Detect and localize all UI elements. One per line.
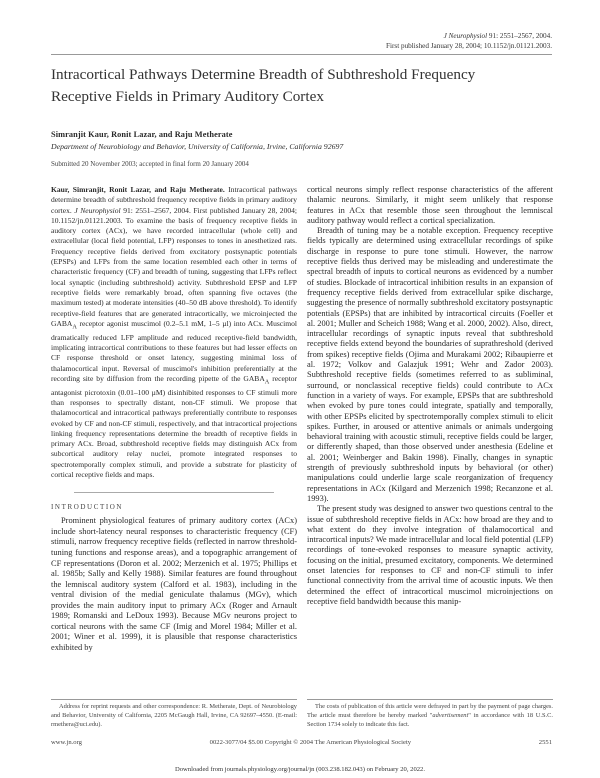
- page-number: 2551: [538, 739, 552, 746]
- footnote-text: Address for reprint requests and other correspondence: R. Metherate, Dept. of Neurobiology and Behavior, University of California, 2205 McGaugh Hall, Irvine, CA 92697–4550. (E-mail: rmethera@uci.edu).: [51, 703, 297, 729]
- website: www.jn.org: [51, 739, 82, 746]
- introduction-column-1: [51, 516, 297, 653]
- subscript: A: [72, 323, 77, 331]
- footnote-address-block: [51, 689, 297, 730]
- affiliation: Department of Neurobiology and Behavior, University of California, Irvine, California 92697: [51, 142, 344, 151]
- abstract-text: receptor antagonist picrotoxin (0.01–100 µM) disinhibited responses to CF stimuli more than responses to spectrally distant, non-CF stimuli. We propose that thalamocortical and intracortical pathways preferentially contribute to responses evoked by CF and non-CF stimuli, respectively, and that intracortical projections linking frequency representations determine the breadth of receptive fields in primary ACx. Broad, subthreshold receptive fields may distinguish ACx from subcortical auditory relay nuclei, promote integrated responses to spectrotemporally complex stimuli, and provide a substrate for plasticity of cortical receptive fields and maps.: [51, 373, 297, 480]
- abstract-text: receptor agonist muscimol (0.2–5.1 mM, 1–5 µl) into ACx. Muscimol dramatically reduced LFP amplitude and reduced receptive-field bandwidth, implicating intracortical contributions to these features but had lesser effects on CF response threshold or onset latency, suggesting minimal loss of thalamocortical input. Reversal of muscimol's inhibition preferentially at the recording site by diffusion from the recording pipette of the GABA: [51, 318, 297, 383]
- submission-dates: Submitted 20 November 2003; accepted in final form 20 January 2004: [51, 160, 249, 168]
- abstract-text: 91: 2551–2567, 2004. First published January 28, 2004; 10.1152/jn.01121.2003. To examine the basis of frequency receptive fields in auditory cortex (ACx), we have recorded intracellular (whole cell) and extracellular (local field potential, LFP) responses to tones in anesthetized rats. Frequency receptive fields derived from excitatory postsynaptic potentials (EPSPs) and LFPs from the same location resembled each other in terms of characteristic frequency (CF) and breadth of tuning, suggesting that LFPs reflect local synaptic (including subthreshold) activity. Subthreshold EPSP and LFP receptive fields were remarkably broad, often spanning five octaves (the maximum tested) at moderate intensities (40–50 dB above threshold). To identify receptive-field features that are generated intracortically, we microinjected the GABA: [51, 205, 297, 328]
- right-column: [307, 185, 553, 730]
- abstract-journal: J Neurophysiol: [74, 205, 121, 215]
- page-footer: [51, 738, 552, 747]
- article-title: Intracortical Pathways Determine Breadth of Subthreshold Frequency Receptive Fields in Primary Auditory Cortex: [51, 66, 476, 105]
- subscript: A: [264, 378, 270, 386]
- footnote-address: [51, 703, 297, 730]
- footnote-text: " in accordance with 18 U.S.C. Section 1734 solely to indicate this fact.: [307, 712, 553, 729]
- first-published: First published January 28, 2004; 10.1152/jn.01121.2003.: [386, 41, 552, 50]
- footnote-costs: [307, 703, 553, 730]
- download-notice: Downloaded from journals.physiology.org/journal/jn (003.238.182.043) on February 20, 2022.: [175, 766, 425, 773]
- footnote-text: advertisement: [432, 712, 469, 720]
- abstract-text: Intracortical pathways determine breadth of subthreshold frequency receptive fields in primary auditory cortex.: [51, 185, 297, 215]
- paragraph: The present study was designed to answer two questions central to the issue of subthreshold receptive fields in ACx: how broad are they and to what extent do they involve integration of thalamocortical and intracortical inputs? We made intracellular and local field potential (LFP) recordings of tone-evoked responses to measure synaptic activity, focusing on the initial, presumed excitatory, components. We determined onset latencies for responses to CF and non-CF stimuli to infer functional connectivity from the arrival time of acoustic inputs. We then determined the effect of intracortical muscimol microinjections on receptive field bandwidth because this manip-: [307, 504, 553, 606]
- section-heading-introduction: INTRODUCTION: [51, 503, 124, 512]
- paragraph: cortical neurons simply reflect response characteristics of the afferent thalamic neurons. Similarly, it might seem unlikely that response features in ACx that resemble those seen throughout the lemniscal auditory pathway would reflect a cortical specialization.: [307, 185, 553, 225]
- footnote-costs-block: [307, 689, 553, 730]
- journal-name: J Neurophysiol: [443, 32, 488, 40]
- footnote-rule: [307, 699, 553, 700]
- abstract-divider: [74, 492, 274, 493]
- left-column: [51, 185, 297, 730]
- article-body: [51, 0, 553, 730]
- citation: 91: 2551–2567, 2004.: [487, 32, 552, 40]
- paragraph: Breadth of tuning may be a notable exception. Frequency receptive fields typically are determined using extracellular recordings of spike discharge in response to pure tone stimuli. However, the narrow receptive fields thus derived may be misleading and underestimate the spectral breadth of inputs to cortical neurons as evidenced by a number of studies. Blockade of intracortical inhibition results in an expansion of frequency receptive fields derived from extracellular spike discharge, suggesting the presence of normally subthreshold excitatory postsynaptic potentials (EPSPs) that are inhibited by intracortical circuits (Foeller et al. 2001; Muller and Scheich 1988; Wang et al. 2000, 2002). Also, direct, intracellular recordings of synaptic inputs reveal that subthreshold receptive fields extend beyond the boundaries of suprathreshold (derived from spikes) receptive fields (Ojima and Murakami 2002; Ribaupierre et al. 1972; Volkov and Galazjuk 1991; Wehr and Zador 2003). Subthreshold receptive fields (sometimes referred to as subliminal, surround, or nonclassical receptive fields) could contribute to ACx function in a variety of ways. For example, EPSPs that are subthreshold when evoked by pure tones could integrate, spatially and temporally, with other EPSPs elicited by spectrotemporally complex stimuli to elicit spikes. Further, in aroused or attentive animals or animals undergoing behavioral training with acoustic stimuli, receptive fields could be larger, or differently shaped, than those observed under anesthesia (Edeline et al. 2001; Weinberger and Bakin 1998). Finally, changes in synaptic strength of previously subthreshold inputs by behavioral (or other) manipulations could underlie large scale reorganization of frequency representations in ACx (Kilgard and Merzenich 1998; Recanzone et al. 1993).: [307, 226, 553, 503]
- introduction-column-2: [307, 185, 553, 607]
- authors: Simranjit Kaur, Ronit Lazar, and Raju Metherate: [51, 130, 233, 139]
- footnote-text: The costs of publication of this article were defrayed in part by the payment of page charges. The article must therefore be hereby marked ": [307, 703, 553, 720]
- copyright: 0022-3077/04 $5.00 Copyright © 2004 The American Physiological Society: [209, 739, 412, 746]
- footnote-rule: [51, 699, 297, 700]
- paragraph: Prominent physiological features of primary auditory cortex (ACx) include short-latency neural responses to characteristic frequency (CF) stimuli, narrow frequency receptive fields (reflected in narrow threshold-tuning functions and response areas), and a topographic arrangement of CF representations (Doron et al. 2002; Merzenich et al. 1975; Phillips et al. 1985b; Sally and Kelly 1988). Similar features are found throughout the lemniscal auditory system (Calford et al. 1983), including in the ventral division of the medial geniculate thalamus (MGv), which provides the main auditory input to primary ACx (Roger and Arnault 1989; Romanski and LeDoux 1993). Because MGv neurons project to cortical neurons with the same CF (Imig and Morel 1984; Miller et al. 2001; Winer et al. 1999), it is plausible that response characteristics exhibited by: [51, 516, 297, 652]
- abstract-lead: Kaur, Simranjit, Ronit Lazar, and Raju Metherate.: [51, 185, 225, 194]
- abstract: [51, 185, 297, 480]
